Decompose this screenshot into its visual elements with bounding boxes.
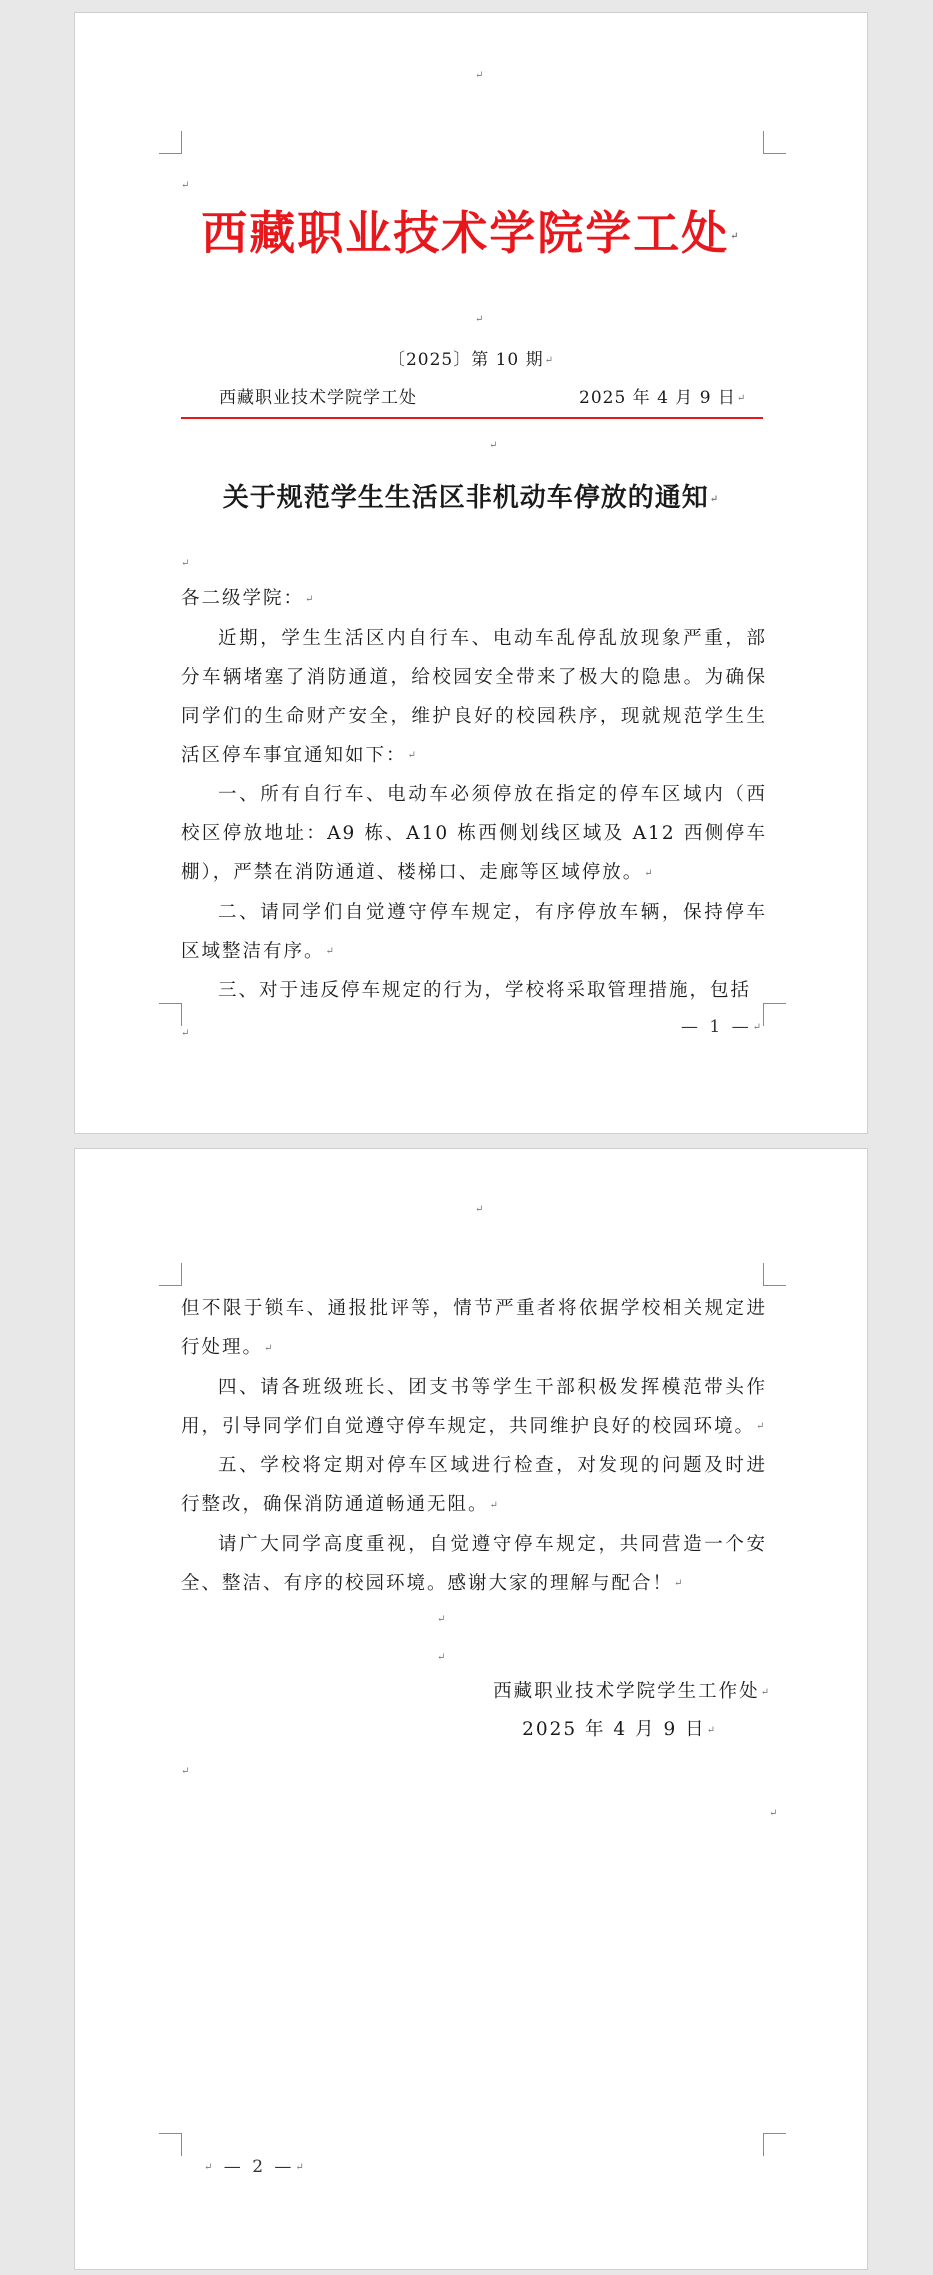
paragraph-mark-icon xyxy=(181,181,189,191)
page-number-1: — 1 — xyxy=(681,1017,752,1037)
paragraph-mark-icon xyxy=(181,559,189,569)
document-page-1 xyxy=(74,12,868,1134)
paragraph-mark-icon xyxy=(408,750,418,761)
notice-body-page2 xyxy=(181,1289,767,1603)
issue-number: 〔2025〕第 10 期 xyxy=(387,350,544,370)
margin-corner-mark xyxy=(763,1263,786,1286)
paragraph-mark-icon xyxy=(710,494,719,505)
paragraph-mark-icon xyxy=(475,71,483,81)
paragraph-mark-icon xyxy=(490,1500,500,1511)
issuer-name: 西藏职业技术学院学工处 xyxy=(219,388,417,408)
item-1-paragraph: 一、所有自行车、电动车必须停放在指定的停车区域内（西校区停放地址：A9 栋、A10 栋西侧划线区域及 A12 西侧停车棚），严禁在消防通道、楼梯口、走廊等区域停放。 xyxy=(181,784,767,883)
item-4-paragraph: 四、请各班级班长、团支书等学生干部积极发挥模范带头作用，引导同学们自觉遵守停车规定，共同维护良好的校园环境。 xyxy=(181,1376,767,1437)
paragraph-mark-icon xyxy=(545,355,554,366)
paragraph-mark-icon xyxy=(730,231,740,242)
closing-paragraph: 请广大同学高度重视，自觉遵守停车规定，共同营造一个安全、整洁、有序的校园环境。感谢大家的理解与配合！ xyxy=(181,1533,767,1594)
intro-paragraph: 近期，学生生活区内自行车、电动车乱停乱放现象严重，部分车辆堵塞了消防通道，给校园安全带来了极大的隐患。为确保同学们的生命财产安全，维护良好的校园秩序，现就规范学生生活区停车事宜通知如下： xyxy=(181,627,767,766)
notice-body-page1 xyxy=(181,579,767,1010)
paragraph-mark-icon xyxy=(737,393,746,404)
paragraph-mark-icon xyxy=(295,2162,306,2173)
signature-date: 2025 年 4 月 9 日 xyxy=(522,1719,706,1740)
paragraph-mark-icon xyxy=(761,1687,771,1698)
paragraph-mark-icon xyxy=(475,315,483,325)
paragraph-mark-icon xyxy=(769,1809,777,1819)
margin-corner-mark xyxy=(159,1263,182,1286)
document-title: 西藏职业技术学院学工处 xyxy=(201,206,730,260)
signature-name: 西藏职业技术学院学生工作处 xyxy=(493,1681,760,1702)
paragraph-mark-icon xyxy=(475,1205,483,1215)
paragraph-mark-icon xyxy=(181,1029,189,1039)
salutation: 各二级学院： xyxy=(181,588,305,609)
item-5-paragraph: 五、学校将定期对停车区域进行检查，对发现的问题及时进行整改，确保消防通道畅通无阻。 xyxy=(181,1455,767,1515)
margin-corner-mark xyxy=(159,1003,182,1026)
red-divider-line xyxy=(181,417,763,419)
item-3-paragraph-start: 三、对于违反停车规定的行为，学校将采取管理措施，包括 xyxy=(218,980,752,1001)
margin-corner-mark xyxy=(763,2133,786,2156)
paragraph-mark-icon xyxy=(756,1421,766,1432)
paragraph-mark-icon xyxy=(707,1725,717,1736)
margin-corner-mark xyxy=(159,131,182,154)
margin-corner-mark xyxy=(159,2133,182,2156)
item-2-paragraph: 二、请同学们自觉遵守停车规定，有序停放车辆，保持停车区域整洁有序。 xyxy=(181,901,767,962)
paragraph-mark-icon xyxy=(181,1767,189,1777)
item-3-paragraph-end: 但不限于锁车、通报批评等，情节严重者将依据学校相关规定进行处理。 xyxy=(181,1298,767,1358)
paragraph-mark-icon xyxy=(437,1615,445,1625)
margin-corner-mark xyxy=(763,131,786,154)
paragraph-mark-icon xyxy=(204,2162,215,2173)
paragraph-mark-icon xyxy=(674,1578,684,1589)
paragraph-mark-icon xyxy=(644,868,654,879)
paragraph-mark-icon xyxy=(489,441,497,451)
paragraph-mark-icon xyxy=(264,1343,274,1354)
page-number-2: — 2 — xyxy=(223,2157,295,2177)
issue-date: 2025 年 4 月 9 日 xyxy=(579,388,736,408)
paragraph-mark-icon xyxy=(326,946,336,957)
paragraph-mark-icon xyxy=(305,594,315,605)
paragraph-mark-icon xyxy=(437,1653,445,1663)
document-page-2 xyxy=(74,1148,868,2270)
notice-heading: 关于规范学生生活区非机动车停放的通知 xyxy=(222,483,709,513)
paragraph-mark-icon xyxy=(753,1022,764,1033)
